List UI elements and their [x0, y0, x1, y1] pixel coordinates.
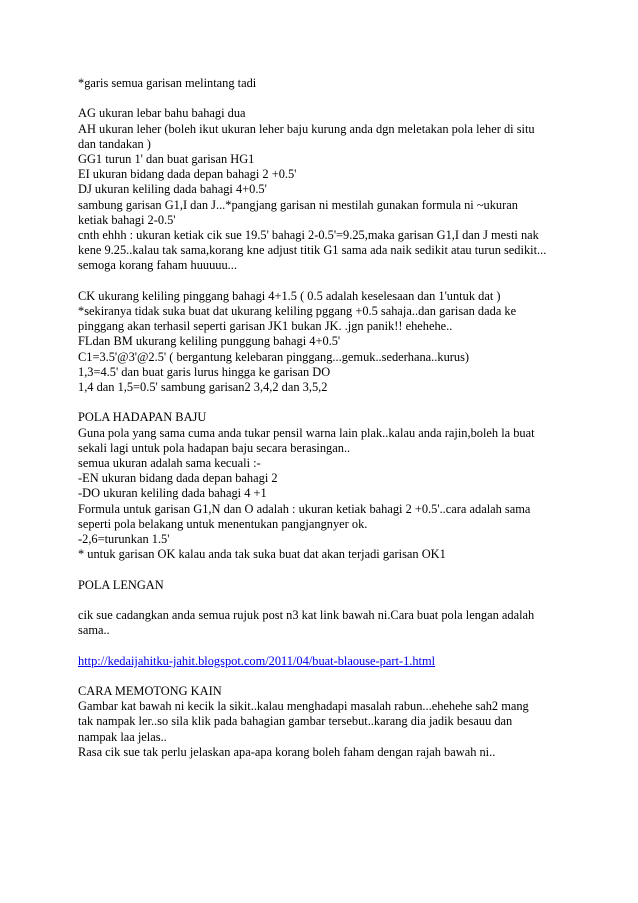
section-heading: CARA MEMOTONG KAIN: [78, 684, 222, 699]
text-line: cik sue cadangkan anda semua rujuk post n3 kat link bawah ni.Cara buat pola lengan adalah: [78, 608, 535, 623]
text-line: nampak laa jelas..: [78, 729, 167, 744]
text-line: C1=3.5'@3'@2.5' ( bergantung kelebaran pinggang...gemuk..sederhana..kurus): [78, 349, 470, 364]
text-line: pinggang akan terhasil seperti garisan JK1 bukan JK. .jgn panik!! ehehehe..: [78, 319, 453, 334]
sleeve-instructions: [78, 608, 568, 638]
text-line: *sekiranya tidak suka buat dat ukurang keliling pggang +0.5 sahaja..dan garisan dada ke: [78, 304, 517, 319]
sleeve-heading-block: [78, 578, 568, 593]
text-line: Formula untuk garisan G1,N dan O adalah : ukuran ketiak bahagi 2 +0.5'..cara adalah sama: [78, 501, 531, 516]
waist-hip-instructions: [78, 289, 568, 395]
front-bodice-section: [78, 410, 568, 562]
blog-post-link[interactable]: http://kedaijahitku-jahit.blogspot.com/2011/04/buat-blaouse-part-1.html: [78, 653, 436, 668]
text-line: kene 9.25..kalau tak sama,korang kne adjust titik G1 sama ada naik sedikit atau turun sedikit...: [78, 243, 547, 258]
document-page: [78, 76, 568, 775]
text-line: 1,4 dan 1,5=0.5' sambung garisan2 3,4,2 dan 3,5,2: [78, 380, 328, 395]
section-heading: POLA HADAPAN BAJU: [78, 410, 207, 425]
text-line: *garis semua garisan melintang tadi: [78, 76, 257, 90]
text-line: * untuk garisan OK kalau anda tak suka buat dat akan terjadi garisan OK1: [78, 547, 446, 562]
link-block: [78, 654, 568, 669]
cutting-fabric-section: [78, 684, 568, 760]
text-line: AH ukuran leher (boleh ikut ukuran leher baju kurung anda dgn meletakan pola leher di situ: [78, 121, 535, 136]
text-line: AG ukuran lebar bahu bahagi dua: [78, 106, 246, 121]
text-line: CK ukurang keliling pinggang bahagi 4+1.5 ( 0.5 adalah keselesaan dan 1'untuk dat ): [78, 288, 501, 303]
text-line: DJ ukuran keliling dada bahagi 4+0.5': [78, 182, 267, 197]
back-bodice-instructions: [78, 106, 568, 273]
text-line: sama..: [78, 623, 110, 638]
text-line: Gambar kat bawah ni kecik la sikit..kalau menghadapi masalah rabun...ehehehe sah2 mang: [78, 699, 529, 714]
text-line: -DO ukuran keliling dada bahagi 4 +1: [78, 486, 267, 501]
text-line: sekali lagi untuk pola hadapan baju secara berasingan..: [78, 440, 351, 455]
note-paragraph: [78, 76, 568, 91]
text-line: dan tandakan ): [78, 136, 151, 151]
text-line: cnth ehhh : ukuran ketiak cik sue 19.5' bahagi 2-0.5'=9.25,maka garisan G1,I dan J mesti nak: [78, 228, 539, 243]
text-line: sambung garisan G1,I dan J...*pangjang garisan ni mestilah gunakan formula ni ~ukuran: [78, 197, 518, 212]
text-line: tak nampak ler..so sila klik pada bahagian gambar tersebut..karang dia jadik besauu dan: [78, 714, 513, 729]
text-line: -EN ukuran bidang dada depan bahagi 2: [78, 471, 278, 486]
text-line: GG1 turun 1' dan buat garisan HG1: [78, 152, 255, 166]
text-line: EI ukuran bidang dada depan bahagi 2 +0.5': [78, 167, 297, 182]
text-line: FLdan BM ukurang keliling punggung bahagi 4+0.5': [78, 334, 341, 349]
text-line: Rasa cik sue tak perlu jelaskan apa-apa korang boleh faham dengan rajah bawah ni..: [78, 744, 496, 759]
section-heading: POLA LENGAN: [78, 577, 164, 592]
text-line: semoga korang faham huuuuu...: [78, 258, 237, 273]
text-line: 1,3=4.5' dan buat garis lurus hingga ke garisan DO: [78, 364, 331, 379]
text-line: ketiak bahagi 2-0.5': [78, 212, 176, 227]
text-line: -2,6=turunkan 1.5': [78, 532, 170, 547]
text-line: seperti pola belakang untuk menentukan pangjangnyer ok.: [78, 516, 368, 531]
text-line: Guna pola yang sama cuma anda tukar pensil warna lain plak..kalau anda rajin,boleh la buat: [78, 425, 535, 440]
text-line: semua ukuran adalah sama kecuali :-: [78, 456, 261, 471]
